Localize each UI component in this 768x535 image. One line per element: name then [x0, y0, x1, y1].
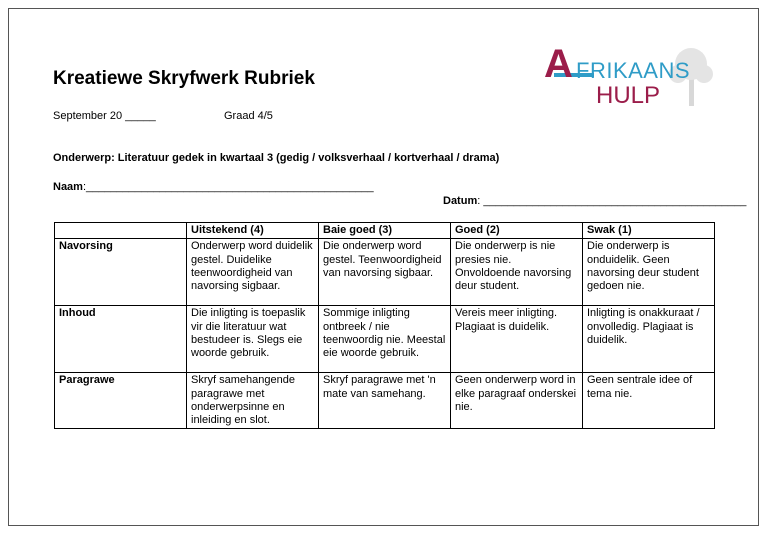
row-label: Paragrawe: [55, 373, 187, 429]
date-label: September 20 _____: [53, 110, 156, 122]
rubric-table: [54, 222, 715, 429]
table-cell: Vereis meer inligting. Plagiaat is duidelik.: [451, 306, 583, 373]
table-cell: Onderwerp word duidelik gestel. Duidelike teenwoordigheid van navorsing sigbaar.: [187, 239, 319, 306]
table-row: [55, 239, 715, 306]
table-cell: Die onderwerp word gestel. Teenwoordigheid van navorsing sigbaar.: [319, 239, 451, 306]
header-cell: Swak (1): [583, 223, 715, 239]
grade-label: Graad 4/5: [224, 110, 273, 122]
header-cell: Goed (2): [451, 223, 583, 239]
topic: Onderwerp: Literatuur gedek in kwartaal 3 (gedig / volksverhaal / kortverhaal / drama): [53, 152, 500, 164]
table-cell: Sommige inligting ontbreek / nie teenwoordig nie. Meestal eie woorde gebruik.: [319, 306, 451, 373]
table-cell: Die onderwerp is nie presies nie. Onvoldoende navorsing deur student.: [451, 239, 583, 306]
table-cell: Skryf samehangende paragrawe met onderwerpsinne en inleiding en slot.: [187, 373, 319, 429]
table-row: [55, 306, 715, 373]
header-cell: [55, 223, 187, 239]
name-field[interactable]: [53, 181, 374, 193]
table-cell: Die onderwerp is onduidelik. Geen navorsing deur student gedoen nie.: [583, 239, 715, 306]
table-cell: Die inligting is toepaslik vir die literatuur wat bestudeer is. Slegs eie woorde gebruik.: [187, 306, 319, 373]
table-cell: Geen sentrale idee of tema nie.: [583, 373, 715, 429]
afrikaans-hulp-logo: A FRIKAANS HULP: [540, 44, 720, 110]
name-label: Naam: [53, 181, 83, 193]
table-cell: Inligting is onakkuraat / onvolledig. Plagiaat is duidelik.: [583, 306, 715, 373]
date-field-label: Datum: [443, 195, 478, 207]
header-cell: Baie goed (3): [319, 223, 451, 239]
date-field[interactable]: [443, 195, 746, 207]
table-row: [55, 373, 715, 429]
row-label: Inhoud: [55, 306, 187, 373]
name-line: :_______________________________________________: [82, 181, 374, 193]
table-header-row: [55, 223, 715, 239]
table-cell: Geen onderwerp word in elke paragraaf onderskei nie.: [451, 373, 583, 429]
row-label: Navorsing: [55, 239, 187, 306]
table-cell: Skryf paragrawe met 'n mate van samehang.: [319, 373, 451, 429]
page-title: Kreatiewe Skryfwerk Rubriek: [53, 68, 315, 89]
date-line: : ___________________________________________: [477, 195, 747, 207]
header-cell: Uitstekend (4): [187, 223, 319, 239]
